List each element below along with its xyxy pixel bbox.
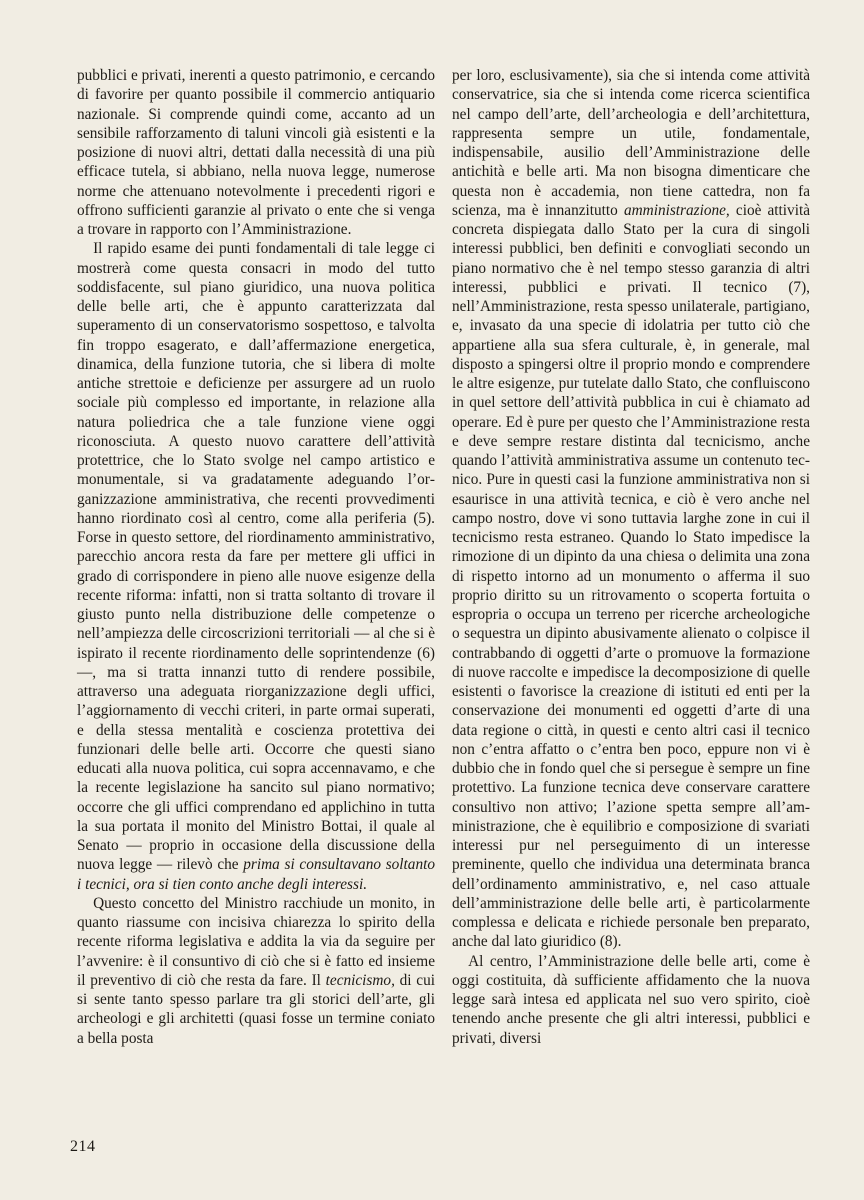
paragraph <box>77 66 435 239</box>
italic-text: tecnicismo, <box>325 971 395 989</box>
italic-text: prima si consultavano soltanto i tecnici, ora si tien conto anche degli interessi. <box>77 856 435 893</box>
text-run: pubblici e privati, inerenti a questo patrimonio, e cercando di favorire per quanto possibile il commercio antiquario nazionale. Si comprende quindi come, accanto ad un sensibile rafforzamento di taluni vincoli già esistenti e la posizione di nuovi altri, dettati dalla necessità di una più efficace tutela, si abbiano, nella nuova legge, numerose norme che attenuano notevolmente i precedenti rigori e offrono sufficienti garanzie al privato o ente che si venga a trovare in rapporto con l’Amministrazione. <box>77 67 435 238</box>
right-column <box>452 66 810 1048</box>
paragraph <box>452 952 810 1048</box>
text-run: Questo concetto del Ministro racchiude un monito, in quanto riassume con incisiva chiarezza lo spirito della recente riforma legislativa e addita la via da seguire per l’avvenire: è il consuntivo di ciò che si è fatto ed insieme il preventivo di ciò che resta da fare. Il <box>77 894 435 989</box>
left-column <box>77 66 435 1048</box>
paragraph <box>452 66 810 952</box>
text-run: Il rapido esame dei punti fondamentali di tale legge ci mostrerà come questa consacri in modo del tutto soddisfacente, sul piano giuridico, una nuova politica delle belle arti, che è appunto caratterizzata dal superamento di un conservatorismo sospettoso, e talvolta fin troppo esagerato, e dall’affermazione energetica, dinamica, della funzione tutoria, che si libera di molte antiche strettoie e deficienze per assurgere ad un ruolo sociale più complesso ed importante, in relazione alla natura poliedrica che a tale funzione viene oggi riconosciuta. A questo nuovo carattere dell’attività protettrice, che lo Stato svolge nel campo artistico e monumentale, si va gradatamente adeguando l’organizzazione amministrativa, che recenti provvedimenti hanno riordinato così al centro, come alla periferia (5). Forse in questo settore, del riordinamento amministrativo, parecchio ancora resta da fare per mettere gli uffici in grado di corrispondere in pieno alle nuove esigenze della recente riforma: infatti, non si tratta soltanto di trovare il giusto punto nella distribuzione delle competenze o nell’ampiezza delle circoscrizioni territoriali — al che si è ispirato il recente riordinamento delle soprintendenze (6) —, ma si tratta innanzi tutto di rendere possibile, attraverso una adeguata riorganizzazione degli uffici, l’aggiornamento di vecchi criteri, in parte ormai superati, e della stessa mentalità e coscienza protettiva dei funzionari delle belle arti. Occorre che questi siano educati alla nuova politica, cui sopra accennavamo, e che la recente legislazione ha sancito sul piano normativo; occorre che gli uffici comprendano ed applichino in tutta la sua portata il monito del Ministro Bottai, il quale al Senato — proprio in occasione della discussione della nuova legge — rilevò che <box>77 240 435 874</box>
text-run: di cui si sente tanto spesso parlare tra gli storici dell’arte, gli archeologi e gli architetti (quasi fosse un termine coniato a bella posta <box>77 971 435 1047</box>
text-run: per loro, esclusivamente), sia che si intenda come attività conservatrice, sia che si intenda come ricerca scientifica nel campo dell’arte, dell’archeologia e dell’architettura, rappresenta sempre un utile, fondamentale, indispensabile, ausilio dell’Amministrazione delle antichità e belle arti. Ma non bisogna dimenticare che questa non è accademia, non tiene cattedra, non fa scienza, ma è innanzitutto <box>452 67 810 219</box>
page-number: 214 <box>70 1138 96 1155</box>
text-run: cioè attività concreta dispiegata dallo Stato per la cura di singoli interessi pubblici, ben definiti e convogliati secondo un piano normativo che è nel tempo stesso garanzia di altri interessi, pubblici e privati. Il tecnico (7), nell’Amministrazione, resta spesso unilaterale, partigiano, e, invasato da una specie di idolatria per tutto ciò che appartiene alla sua sfera culturale, è, in generale, mal disposto a spingersi oltre il proprio mondo e comprendere le altre esigenze, pur tutelate dallo Stato, che confluiscono in quel settore dell’attività pubblica in cui è chiamato ad operare. Ed è pure per questo che l’Amministrazione resta e deve sempre restare distinta dal tecnicismo, anche quando l’attività amministrativa assume un contenuto tecnico. Pure in questi casi la funzione amministrativa non si esaurisce in una attività tecnica, e ciò è vero anche nel campo nostro, dove vi sono tuttavia larghe zone in cui il tecnicismo resta estraneo. Quando lo Stato impedisce la rimozione di un dipinto da una chiesa o delimita una zona di rispetto intorno ad un monumento o afferma il suo proprio diritto su un ritrovamento o scoperta fortuita o espropria o occupa un terreno per ricerche archeologiche o sequestra un dipinto abusivamente alienato o colpisce il contrabbando di oggetti d’arte o promuove la formazione di nuove raccolte e impedisce la decomposizione di quelle esistenti o favorisce la creazione di istituti ed enti per la conservazione dei monumenti ed oggetti d’arte di una data regione o città, in questi e cento altri casi il tecnico non c’entra affatto o c’entra ben poco, eppure non vi è dubbio che in fondo quel che si persegue è sempre un fine protettivo. La funzione tecnica deve conservare carattere consultivo non attivo; l’azione spetta sempre all’amministrazione, che è equilibrio e composizione di svariati interessi pur nel perseguimento di un interesse preminente, quello che individua una determinata branca dell’ordinamento amministrativo, e, nel caso attuale dell’amministrazione delle belle arti, è particolarmente complessa e delicata e richiede personale ben preparato, anche dal lato giuridico (8). <box>452 201 810 951</box>
italic-text: amministrazione, <box>623 201 730 219</box>
paragraph <box>77 239 435 894</box>
text-run: Al centro, l’Amministrazione delle belle arti, come è oggi costituita, dà sufficiente affidamento che la nuova legge sarà intesa ed applicata nel suo vero spirito, cioè tenendo anche presente che gli altri interessi, pubblici e privati, diversi <box>452 952 810 1047</box>
paragraph <box>77 894 435 1048</box>
